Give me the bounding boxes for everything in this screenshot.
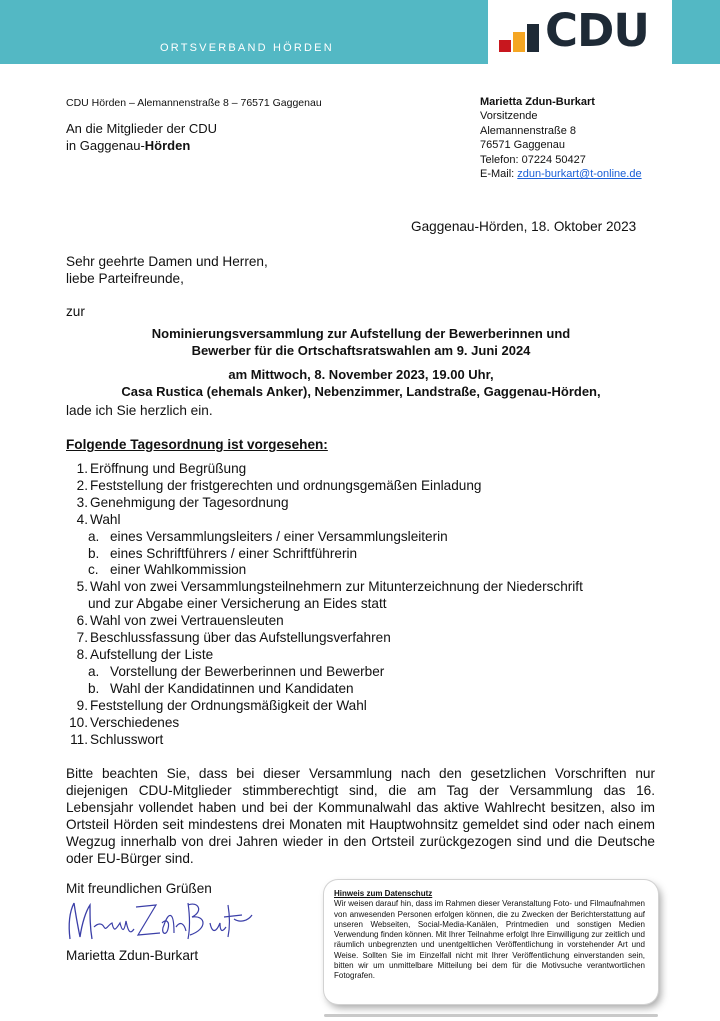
agenda-item-text: und zur Abgabe einer Versicherung an Eides statt [88, 596, 387, 612]
notice-paragraph: Bitte beachten Sie, dass bei dieser Versammlung nach den gesetzlichen Vorschriften nur diejenigen CDU-Mitglieder stimmberechtigt sind, die am Tag der Versammlung das 16. Lebensjahr vollendet haben und bei der Kommunalwahl das aktive Wahlrecht besitzen, also im Ortsteil Hörden seit mindestens drei Monaten mit Hauptwohnsitz gemeldet sind oder nach einem Wegzug innerhalb von drei Jahren wieder in den Ortsteil zurückgezogen sind und die Deutsche oder EU-Bürger sind. [66, 766, 655, 866]
agenda-item [66, 613, 583, 630]
agenda-item-text: Vorstellung der Bewerberinnen und Bewerber [110, 663, 385, 679]
cdu-logo-text: CDU [545, 4, 649, 57]
meeting-title-line-2: Bewerber für die Ortschaftsratswahlen am 9. Juni 2024 [191, 343, 531, 358]
agenda-item-text: Verschiedenes [90, 714, 180, 730]
contact-email-label: E-Mail: [480, 168, 518, 181]
agenda-item-text: Eröffnung und Begrüßung [90, 461, 247, 476]
agenda-item-text: eines Versammlungsleiters / einer Versammlungsleiterin [110, 528, 448, 544]
agenda-item-text: Wahl von zwei Vertrauensleuten [90, 613, 284, 629]
agenda-item-text: eines Schriftführers / einer Schriftführerin [110, 545, 358, 561]
agenda-item-number: 9. [76, 697, 88, 713]
agenda-item [66, 478, 583, 495]
agenda-list [66, 461, 583, 748]
agenda-item-number: 5. [76, 579, 88, 595]
meeting-title-line-1: Nominierungsversammlung zur Aufstellung der Bewerberinnen und [151, 326, 571, 341]
agenda-item-number: 2. [76, 477, 88, 493]
agenda-item-number: 3. [76, 494, 88, 510]
agenda-item [66, 495, 583, 512]
agenda-item [66, 562, 583, 579]
contact-block [480, 95, 642, 181]
closing-salutation: Mit freundlichen Grüßen [66, 881, 212, 896]
agenda-item-text: Beschlussfassung über das Aufstellungsverfahren [90, 630, 391, 646]
recipient-address [66, 120, 217, 154]
sender-address-line: CDU Hörden – Alemannenstraße 8 – 76571 Gaggenau [66, 97, 322, 109]
contact-role: Vorsitzende [480, 110, 538, 123]
greeting-line-2: liebe Parteifreunde, [66, 271, 184, 286]
agenda-item-number: 8. [76, 646, 88, 662]
invitation-text: lade ich Sie herzlich ein. [66, 403, 213, 418]
agenda-item [66, 732, 583, 749]
contact-city: 76571 Gaggenau [480, 139, 566, 152]
recipient-line-2 [66, 137, 217, 154]
greeting-line-1: Sehr geehrte Damen und Herren, [66, 254, 268, 269]
contact-street: Alemannenstraße 8 [480, 124, 576, 137]
agenda-item-text: Schlusswort [90, 731, 164, 747]
agenda-heading: Folgende Tagesordnung ist vorgesehen: [66, 437, 328, 452]
agenda-item-number: 6. [76, 613, 88, 629]
agenda-item [66, 546, 583, 563]
agenda-item-text: Genehmigung der Tagesordnung [90, 494, 289, 510]
agenda-item-text: Feststellung der Ordnungsmäßigkeit der Wahl [90, 697, 367, 713]
logo-bar-orange [513, 32, 525, 52]
greeting [66, 253, 268, 287]
agenda-item-text: Wahl [90, 511, 121, 527]
agenda-item-number: 11. [70, 731, 88, 747]
logo-bar-dark [527, 24, 539, 52]
meeting-title [66, 325, 656, 359]
agenda-item-number: 10. [69, 714, 88, 730]
agenda-item [66, 529, 583, 546]
letter-date: Gaggenau-Hörden, 18. Oktober 2023 [411, 219, 637, 234]
agenda-item [66, 512, 583, 529]
agenda-item-text: Aufstellung der Liste [90, 646, 214, 662]
privacy-notice-title: Hinweis zum Datenschutz [334, 889, 433, 898]
agenda-item [66, 715, 583, 732]
agenda-item-text: einer Wahlkommission [110, 562, 247, 578]
contact-email-line [480, 167, 642, 181]
agenda-item-number: 1. [76, 461, 88, 476]
contact-phone: Telefon: 07224 50427 [480, 153, 586, 166]
cdu-logo-bars-icon [499, 22, 541, 52]
handwritten-signature [64, 893, 254, 949]
agenda-item [66, 630, 583, 647]
privacy-notice-content [334, 889, 645, 982]
agenda-item [66, 698, 583, 715]
recipient-place: Hörden [144, 138, 191, 153]
footer-line [324, 1014, 658, 1017]
recipient-line-1: An die Mitglieder der CDU [66, 121, 218, 136]
contact-name: Marietta Zdun-Burkart [480, 96, 595, 108]
agenda-item-number: b. [88, 680, 100, 696]
agenda-item-number: 4. [76, 511, 88, 527]
agenda-item-number: 7. [76, 630, 88, 646]
agenda-item [66, 647, 583, 664]
agenda-item [66, 461, 583, 478]
ortsverband-label: ORTSVERBAND HÖRDEN [160, 42, 334, 54]
agenda-item-number: c. [88, 562, 99, 578]
meeting-datetime: am Mittwoch, 8. November 2023, 19.00 Uhr, [228, 367, 494, 382]
recipient-prefix: in Gaggenau- [66, 138, 145, 153]
header-accent [672, 0, 720, 64]
agenda-item-number: a. [88, 528, 100, 544]
agenda-item-number: b. [88, 545, 100, 561]
privacy-notice-body: Wir weisen darauf hin, dass im Rahmen dieser Veranstaltung Foto- und Filmaufnahmen von anwesenden Personen erfolgen können, die zu Zwecken der Berichterstattung auf unseren Webseiten, Social-Media-Kanälen, Printmedien und sonstigen Medien Verwendung finden können. Mit Ihrer Teilnahme erfolgt Ihre Einwilligung zur zeitlich und räumlich unbegrenzten und unentgeltlichen Veröffentlichung in vorstehender Art und Weise. Sollten Sie im Einzelfall nicht mit Ihrer Veröffentlichung einverstanden sein, bitten wir um unmittelbare Mitteilung bei dem für die Motivsuche verantwortlichen Fotografen. [334, 899, 645, 981]
agenda-item [66, 664, 583, 681]
privacy-notice-box [324, 880, 658, 1004]
agenda-item-text: Feststellung der fristgerechten und ordnungsgemäßen Einladung [90, 477, 482, 493]
signer-name: Marietta Zdun-Burkart [66, 948, 199, 963]
contact-email-link[interactable]: zdun-burkart@t-online.de [517, 168, 642, 181]
agenda-item [66, 681, 583, 698]
agenda-item-text: Wahl von zwei Versammlungsteilnehmern zur Mitunterzeichnung der Niederschrift [90, 579, 583, 595]
zur-text: zur [66, 304, 85, 319]
meeting-details [66, 366, 656, 400]
header-band [0, 0, 488, 64]
meeting-location: Casa Rustica (ehemals Anker), Nebenzimmer, Landstraße, Gaggenau-Hörden, [121, 384, 601, 399]
agenda-item-text: Wahl der Kandidatinnen und Kandidaten [110, 680, 354, 696]
agenda-item [66, 579, 583, 596]
logo-bar-red [499, 40, 511, 52]
agenda-item-number: a. [88, 663, 100, 679]
agenda-item [66, 596, 583, 613]
